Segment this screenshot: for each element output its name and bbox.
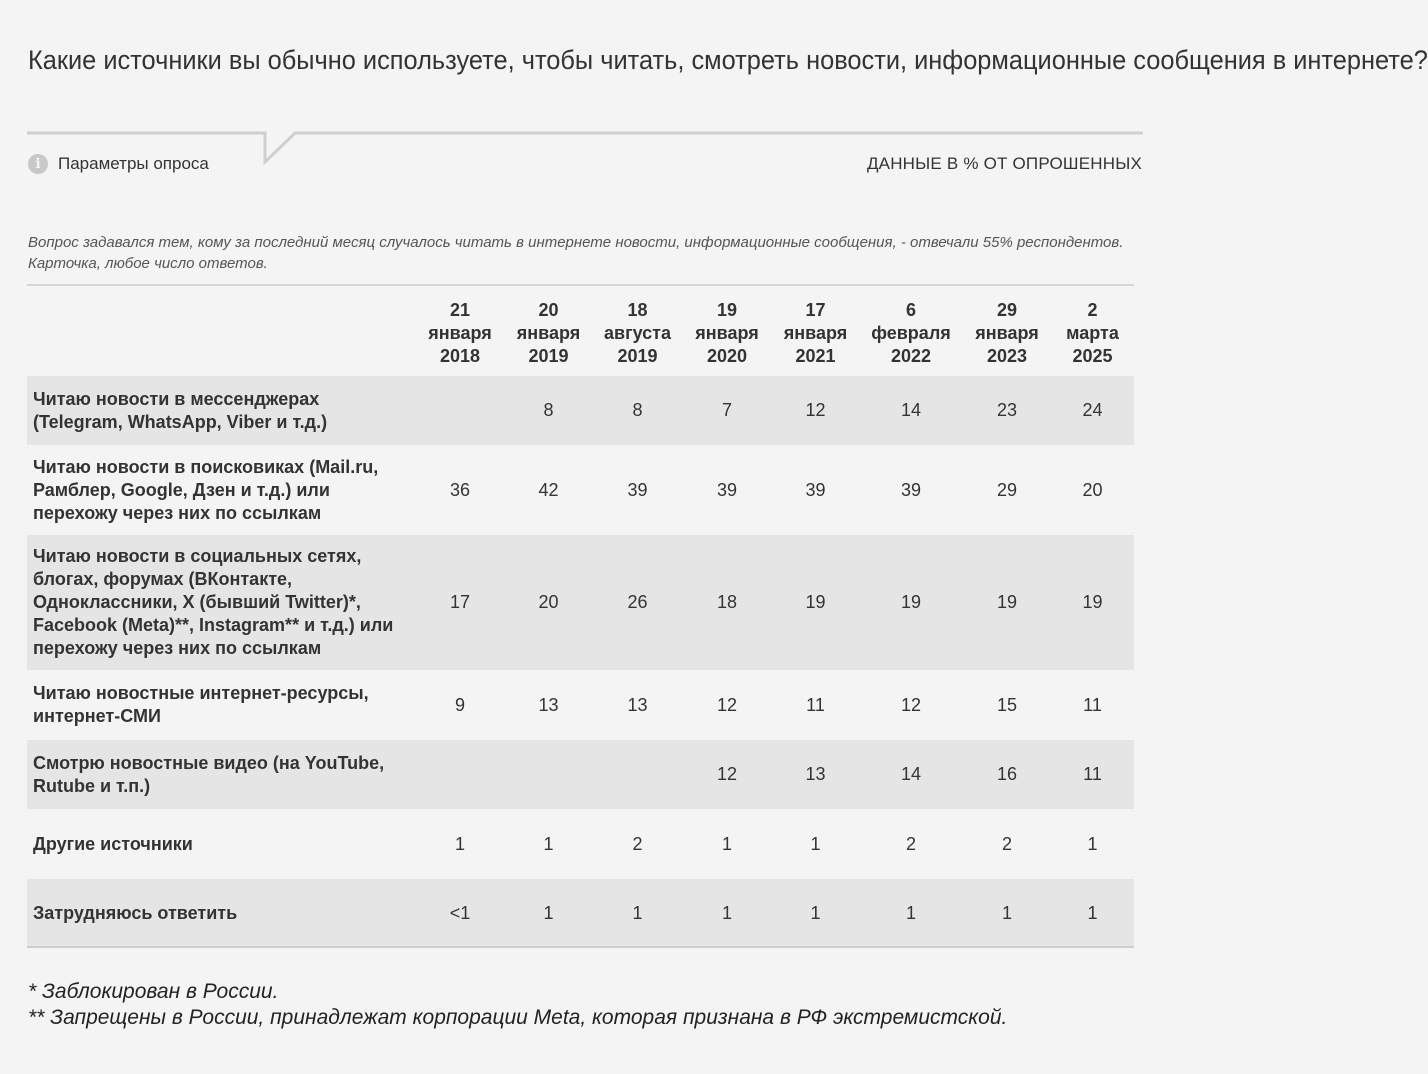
table-cell: 11 xyxy=(1051,740,1134,809)
table-top-rule xyxy=(27,284,1134,286)
table-cell xyxy=(416,740,504,809)
column-header: 2 марта 2025 xyxy=(1066,300,1119,366)
table-cell: 1 xyxy=(1051,879,1134,947)
table-cell: 14 xyxy=(859,740,963,809)
table-cell xyxy=(593,740,682,809)
column-header: 17 января 2021 xyxy=(783,300,848,366)
footnotes xyxy=(28,979,1138,1031)
table-row xyxy=(27,740,1134,809)
units-label: ДАННЫЕ В % ОТ ОПРОШЕННЫХ xyxy=(866,154,1142,173)
table-row xyxy=(27,445,1134,535)
table-cell: 14 xyxy=(859,376,963,445)
table-cell: 12 xyxy=(772,376,859,445)
table-cell: 1 xyxy=(772,879,859,947)
table-cell: 9 xyxy=(454,694,465,715)
question-note: Вопрос задавался тем, кому за последний месяц случалось читать в интернете новости, информационные сообщения, - отвечали 55% респондентов. Карточка, любое число ответов. xyxy=(28,234,1124,272)
table-cell: 13 xyxy=(772,740,859,809)
table-cell: 16 xyxy=(963,740,1051,809)
table-cell: 1 xyxy=(1087,833,1098,854)
footnote: * Заблокирован в России. xyxy=(28,980,279,1003)
table-cell: 11 xyxy=(1083,694,1102,715)
table-cell: 1 xyxy=(593,879,682,947)
row-label: Читаю новостные интернет-ресурсы, интернет-СМИ xyxy=(33,683,369,726)
table-cell: 1 xyxy=(721,833,732,854)
table-cell: 23 xyxy=(963,376,1051,445)
table-cell: 1 xyxy=(543,833,554,854)
table-cell: 2 xyxy=(632,833,643,854)
table-cell: 39 xyxy=(716,479,738,500)
table-cell: 19 xyxy=(772,535,859,670)
row-label: Другие источники xyxy=(33,833,193,854)
row-label: Читаю новости в социальных сетях, блогах, форумах (ВКонтакте, Одноклассники, X (бывший Twitter)*, Facebook (Meta)**, Instagram** и т.д.) или перехожу через них по ссылкам xyxy=(27,535,416,670)
table-row xyxy=(27,376,1134,445)
column-header: 19 января 2020 xyxy=(695,300,759,366)
table-cell: 7 xyxy=(682,376,772,445)
table-cell: <1 xyxy=(416,879,504,947)
table-cell: 19 xyxy=(859,535,963,670)
table-cell: 8 xyxy=(504,376,593,445)
table-cell: 13 xyxy=(538,694,559,715)
table-cell: 1 xyxy=(963,879,1051,947)
table-cell: 12 xyxy=(682,740,772,809)
table-cell: 20 xyxy=(1082,479,1103,500)
table-cell: 39 xyxy=(805,479,826,500)
table-cell xyxy=(504,740,593,809)
table-cell: 36 xyxy=(449,479,471,500)
table-cell: 15 xyxy=(996,694,1018,715)
table-cell: 19 xyxy=(963,535,1051,670)
row-label: Затрудняюсь ответить xyxy=(27,879,416,947)
row-label: Смотрю новостные видео (на YouTube, Rutube и т.п.) xyxy=(27,740,416,809)
table-cell: 12 xyxy=(716,694,738,715)
column-header: 6 февраля 2022 xyxy=(871,300,951,366)
table-cell xyxy=(416,376,504,445)
table-cell: 39 xyxy=(900,479,922,500)
table-cell: 2 xyxy=(905,833,916,854)
table-cell: 24 xyxy=(1051,376,1134,445)
column-header: 29 января 2023 xyxy=(975,300,1039,366)
table-cell: 1 xyxy=(810,833,821,854)
table-cell: 42 xyxy=(538,479,559,500)
table-cell: 26 xyxy=(593,535,682,670)
table-cell: 8 xyxy=(593,376,682,445)
info-icon: i xyxy=(28,154,48,174)
table-cell: 29 xyxy=(996,479,1018,500)
table-cell: 12 xyxy=(900,694,922,715)
page-title: Какие источники вы обычно используете, чтобы читать, смотреть новости, информационные сообщения в интернете? xyxy=(28,45,1428,75)
table-cell: 20 xyxy=(504,535,593,670)
table-row xyxy=(27,670,1134,740)
table-row xyxy=(27,535,1134,670)
table-cell: 17 xyxy=(416,535,504,670)
table-cell: 19 xyxy=(1051,535,1134,670)
results-table xyxy=(27,292,1134,947)
table-cell: 11 xyxy=(806,694,825,715)
table-cell: 2 xyxy=(1001,833,1012,854)
table-cell: 1 xyxy=(504,879,593,947)
footnote: ** Запрещены в России, принадлежат корпорации Meta, которая признана в РФ экстремистской. xyxy=(28,1006,1008,1029)
table-row xyxy=(27,879,1134,947)
column-header: 18 августа 2019 xyxy=(604,300,671,366)
column-header: 21 января 2018 xyxy=(428,300,492,366)
row-label: Читаю новости в мессенджерах (Telegram, WhatsApp, Viber и т.д.) xyxy=(27,376,416,445)
row-label: Читаю новости в поисковиках (Mail.ru, Рамблер, Google, Дзен и т.д.) или перехожу через них по ссылкам xyxy=(33,456,379,523)
table-cell: 13 xyxy=(627,694,648,715)
table-cell: 1 xyxy=(682,879,772,947)
table-cell: 39 xyxy=(627,479,648,500)
table-cell: 18 xyxy=(682,535,772,670)
survey-params-label: Параметры опроса xyxy=(58,154,209,173)
table-row xyxy=(27,809,1134,879)
survey-params-toggle[interactable] xyxy=(28,154,209,174)
header-row xyxy=(27,292,1134,376)
table-cell: 1 xyxy=(859,879,963,947)
header-corner xyxy=(27,292,416,376)
table-cell: 1 xyxy=(454,833,465,854)
column-header: 20 января 2019 xyxy=(516,300,581,366)
table-bottom-rule xyxy=(27,946,1134,948)
